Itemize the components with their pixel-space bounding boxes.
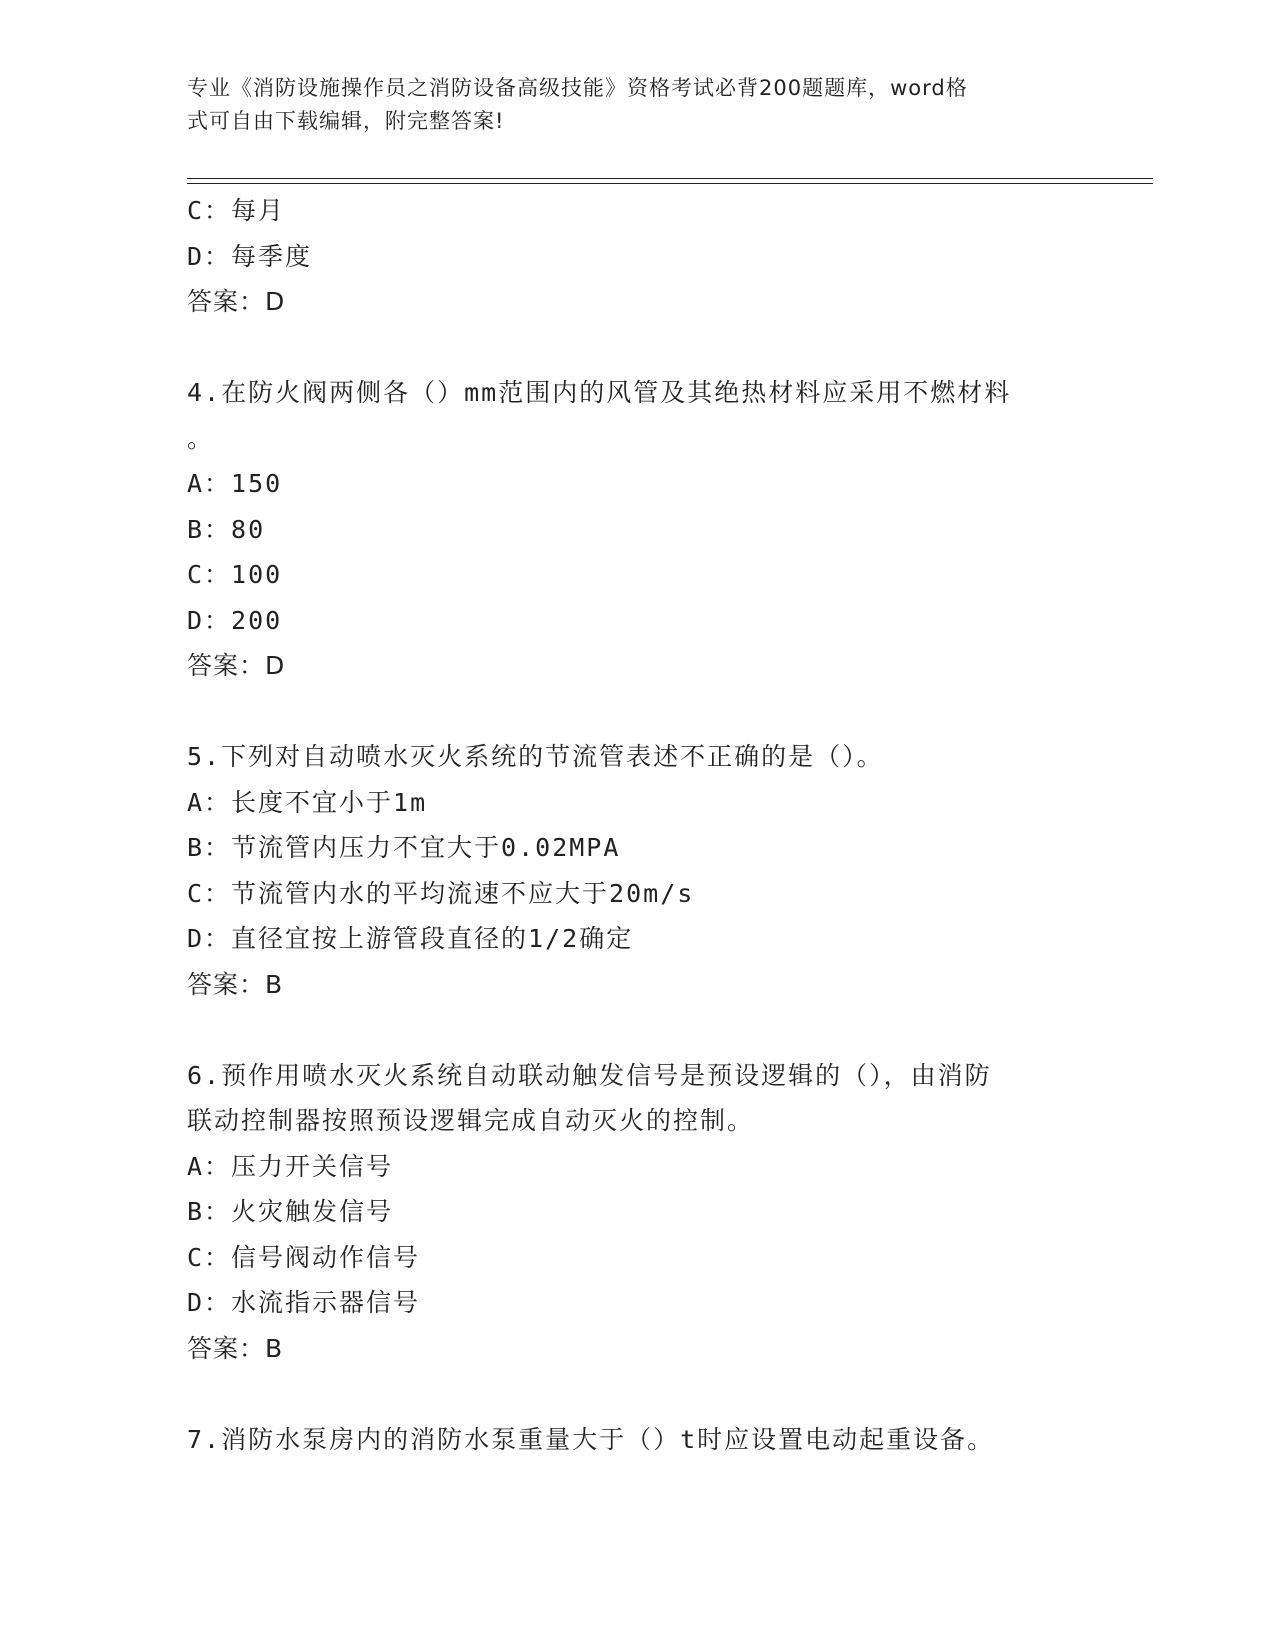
question-stem: 6.预作用喷水灭火系统自动联动触发信号是预设逻辑的（），由消防 (187, 1060, 992, 1090)
question-list (187, 188, 1057, 1462)
document-header (187, 72, 1057, 138)
option-d: D：200 (187, 605, 283, 635)
question-4 (187, 370, 1057, 689)
option-d: D：水流指示器信号 (187, 1288, 421, 1317)
answer-line: 答案：B (187, 1333, 284, 1363)
spacer (187, 325, 1057, 371)
option-c: C：信号阀动作信号 (187, 1242, 421, 1272)
question-stem: 7.消防水泵房内的消防水泵重量大于（）t时应设置电动起重设备。 (187, 1424, 995, 1454)
question-stem: 4.在防火阀两侧各（）mm范围内的风管及其绝热材料应采用不燃材料 (187, 378, 1012, 407)
option-a: A：150 (187, 469, 283, 498)
header-line-1: 专业《消防设施操作员之消防设备高级技能》资格考试必背200题题库，word格 (187, 76, 968, 100)
question-stem-continued: 联动控制器按照预设逻辑完成自动灭火的控制。 (187, 1106, 755, 1135)
header-line-2: 式可自由下载编辑，附完整答案! (187, 109, 505, 133)
question-3 (187, 188, 1057, 325)
option-a: A：长度不宜小于1m (187, 787, 428, 817)
answer-line: 答案：B (187, 969, 284, 999)
option-a: A：压力开关信号 (187, 1151, 394, 1181)
spacer (187, 689, 1057, 735)
option-d: D：每季度 (187, 241, 313, 271)
answer-line: 答案：D (187, 287, 286, 316)
question-stem-continued: 。 (187, 423, 215, 453)
answer-line: 答案：D (187, 651, 286, 680)
header-rule-top (187, 178, 1153, 179)
option-c: C：100 (187, 560, 283, 589)
option-b: B：火灾触发信号 (187, 1197, 394, 1226)
header-rule-bottom (187, 183, 1153, 184)
option-c: C：节流管内水的平均流速不应大于20m/s (187, 878, 695, 908)
question-5 (187, 734, 1057, 1007)
question-6 (187, 1053, 1057, 1372)
spacer (187, 1371, 1057, 1417)
question-stem: 5.下列对自动喷水灭火系统的节流管表述不正确的是（）。 (187, 742, 884, 771)
option-d: D：直径宜按上游管段直径的1/2确定 (187, 924, 634, 953)
question-7 (187, 1417, 1057, 1463)
option-b: B：80 (187, 514, 266, 544)
spacer (187, 1007, 1057, 1053)
option-b: B：节流管内压力不宜大于0.02MPA (187, 833, 621, 862)
option-c: C：每月 (187, 196, 286, 225)
